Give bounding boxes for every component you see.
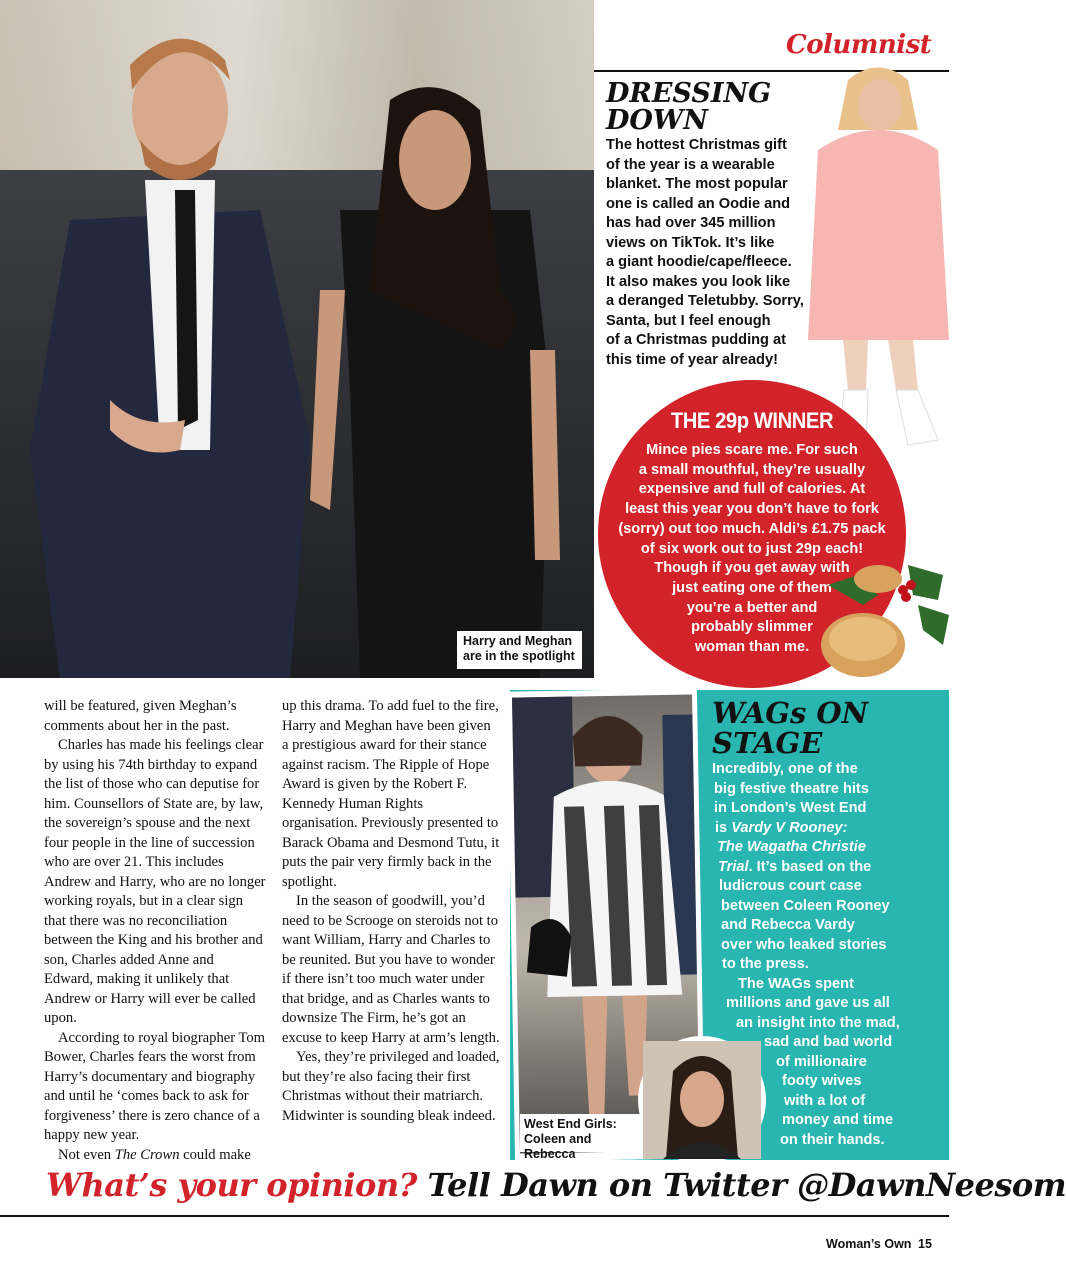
article-paragraph: Charles has made his feelings clear by using his 74th birthday to expand the list of those who can deputise for him. Counsellors of State are, by law, the sovereign’s spouse and the next four people in the line of succession who are over 21. This includes Andrew and Harry, who are no longer working royals, but in a clear sign that there was no reconciliation between the King and his brother and son, Charles added Anne and Edward, making it unlikely that Andrew or Harry will ever be called upon. [44, 737, 266, 1026]
dressing-down-line: Santa, but I feel enough [606, 312, 771, 329]
wags-title-line2: STAGE [712, 726, 823, 760]
winner-line: expensive and full of calories. At [638, 481, 866, 498]
dressing-down-line: It also makes you look like [606, 273, 791, 290]
article-text: could make [179, 1146, 251, 1163]
article-paragraph: According to royal biographer Tom Bower, Charles fears the worst from Harry’s documentary and biography and until he ‘comes back to ask for forgiveness’ there is zero chance of a happy new year. [44, 1029, 266, 1143]
section-label: Columnist [786, 30, 932, 60]
wags-title-line1: WAGs ON [712, 696, 869, 730]
wags-line: over who leaked stories [721, 936, 887, 953]
publication-name: Woman’s Own [826, 1237, 912, 1251]
article-italic-title: The Crown [114, 1146, 180, 1163]
dressing-down-line: this time of year already! [606, 351, 778, 368]
oodie-model-image [808, 60, 949, 450]
winner-line: just eating one of them [672, 579, 832, 596]
dressing-down-line: of a Christmas pudding at [606, 332, 786, 348]
winner-title: THE 29p WINNER [670, 408, 834, 433]
dressing-down-line: of the year is a wearable [606, 156, 775, 173]
meghan-figure [300, 90, 570, 678]
dressing-down-body [606, 136, 821, 370]
article-column-1 [44, 697, 266, 1165]
winner-line: Mince pies scare me. For such [646, 442, 858, 458]
article-column-2 [282, 697, 500, 1126]
wags-line: The WAGs spent [738, 975, 854, 992]
opinion-strap [46, 1166, 1066, 1204]
wags-line: ludicrous court case [719, 878, 862, 894]
winner-line: probably slimmer [691, 619, 813, 636]
article-paragraph: Yes, they’re privileged and loaded, but they’re also facing their first Christmas without their matriarch. Midwinter is sounding bleak indeed. [282, 1049, 500, 1124]
wags-line: between Coleen Rooney [721, 897, 890, 914]
winner-line: woman than me. [694, 639, 810, 656]
main-photo [0, 0, 594, 678]
dressing-down-line: blanket. The most popular [606, 176, 788, 192]
article-paragraph: up this drama. To add fuel to the fire, Harry and Meghan have been given a prestigious award for their stance against racism. The Ripple of Hope Award is given by the Robert F. Kennedy Human Rights organisation. Previously presented to Barack Obama and Desmond Tutu, it puts the pair very firmly back in the spotlight. [282, 698, 500, 890]
dressing-down-line: a deranged Teletubby. Sorry, [606, 293, 804, 309]
winner-line: (sorry) out too much. Aldi’s £1.75 pack [618, 520, 886, 537]
wags-line: on their hands. [780, 1131, 885, 1148]
wags-line: is Vardy V Rooney: [715, 819, 848, 836]
wags-photo-caption: West End Girls: Coleen and Rebecca [520, 1114, 650, 1152]
winner-line: of six work out to just 29p each! [640, 540, 864, 557]
dressing-down-title [606, 80, 826, 134]
winner-line: a small mouthful, they’re usually [638, 461, 866, 478]
mince-pies-image [818, 555, 949, 685]
opinion-question: What’s your opinion? [46, 1166, 417, 1204]
article-paragraph: In the season of goodwill, you’d need to be Scrooge on steroids not to want William, Harry and Charles to be reunited. But you have to wonder if there isn’t too much water under that bridge, and as Charles wants to downsize The Firm, he’s got an excuse to keep Harry at arm’s length. [282, 893, 500, 1046]
dressing-down-line: one is called an Oodie and [606, 195, 791, 212]
wags-line: Trial. It’s based on the [718, 858, 872, 875]
wags-line: footy wives [782, 1073, 862, 1089]
winner-line: least this year you don’t have to fork [625, 501, 879, 518]
wags-line: money and time [782, 1112, 894, 1128]
wags-line: millions and gave us all [726, 995, 890, 1011]
wags-body [712, 760, 942, 1150]
dressing-down-line: The hottest Christmas gift [606, 137, 787, 153]
footer-divider [0, 1215, 949, 1217]
wags-line: in London’s West End [714, 800, 867, 816]
wags-title [712, 698, 942, 758]
opinion-twitter: Tell Dawn on Twitter @DawnNeesom [416, 1166, 1066, 1204]
article-paragraph: will be featured, given Meghan’s comments about her in the past. [44, 698, 237, 734]
wags-line: big festive theatre hits [714, 780, 869, 797]
wags-line: sad and bad world [764, 1034, 893, 1050]
article-paragraph [44, 1146, 266, 1166]
wags-line: and Rebecca Vardy [721, 917, 855, 933]
dressing-down-title-line1: DRESSING [606, 78, 772, 109]
dressing-down-title-line2: DOWN [606, 105, 708, 136]
wags-line: an insight into the mad, [736, 1014, 900, 1031]
page-number: 15 [918, 1237, 932, 1251]
main-photo-caption: Harry and Meghan are in the spotlight [457, 631, 582, 669]
wags-line: to the press. [722, 956, 809, 972]
dressing-down-line: views on TikTok. It’s like [606, 234, 775, 251]
wags-line: The Wagatha Christie [717, 839, 866, 855]
winner-line: you’re a better and [686, 599, 818, 616]
dressing-down-line: a giant hoodie/cape/fleece. [606, 254, 792, 270]
wags-line: Incredibly, one of the [712, 761, 858, 777]
harry-figure [10, 20, 340, 678]
article-text: Not even [58, 1146, 112, 1163]
winner-line: Though if you get away with [654, 560, 850, 577]
wags-line: of millionaire [776, 1053, 867, 1070]
dressing-down-line: has had over 345 million [606, 215, 776, 231]
wags-line: with a lot of [784, 1092, 866, 1109]
